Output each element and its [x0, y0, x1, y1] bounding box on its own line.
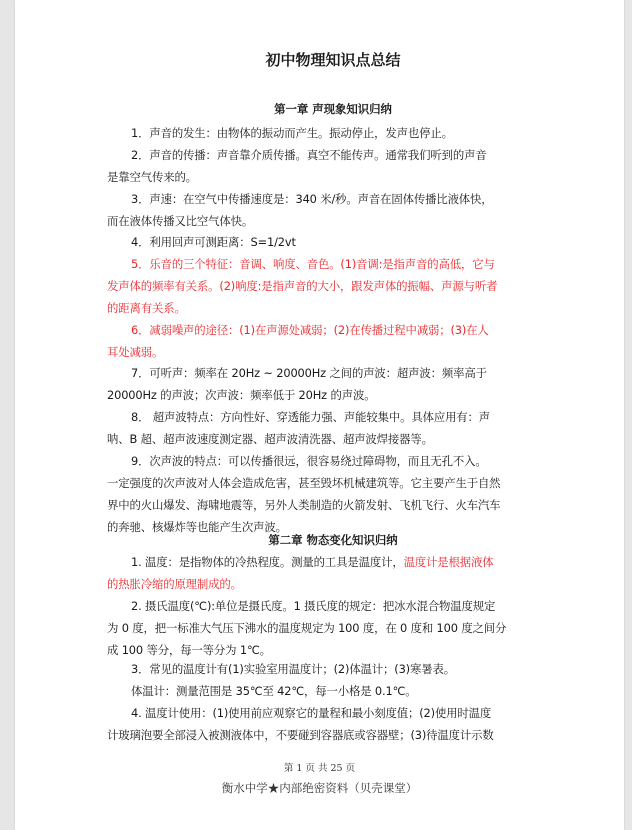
ch1-item-4 — [107, 232, 559, 254]
text-line: 7．可听声：频率在 20Hz ~ 20000Hz 之间的声波：超声波：频率高于 — [131, 366, 487, 380]
ch2-item-1 — [107, 552, 559, 596]
text-line: 一定强度的次声波对人体会造成危害，甚至毁坏机械建筑等。它主要产生于自然 — [107, 475, 501, 490]
ch2-thermometer-note — [107, 681, 559, 703]
text-line: 3．声速：在空气中传播速度是：340 米/秒。声音在固体传播比液体快， — [131, 192, 493, 206]
text-line: 4．利用回声可测距离：S=1/2vt — [131, 235, 296, 249]
ch1-item-9 — [107, 451, 559, 539]
text-line: 发声体的频率有关系。(2)响度:是指声音的大小，跟发声体的振幅、声源与听者 — [107, 278, 498, 293]
text-line: 为 0 度，把一标准大气压下沸水的温度规定为 100 度，在 0 度和 100 度之间分 — [107, 620, 507, 635]
text-line: 体温计：测量范围是 35℃至 42℃，每一小格是 0.1℃。 — [131, 684, 417, 698]
ch1-item-7 — [107, 363, 559, 407]
ch1-item-6-highlighted — [107, 320, 559, 364]
text-line: 的距离有关系。 — [107, 300, 186, 315]
text-line: 2．声音的传播：声音靠介质传播。真空不能传声。通常我们听到的声音 — [131, 148, 487, 162]
text-line: 4. 温度计使用：(1)使用前应观察它的量程和最小刻度值；(2)使用时温度 — [131, 706, 492, 720]
footer-source: 衡水中学★内部绝密资料（贝壳课堂） — [221, 781, 418, 795]
text-line: 而在液体传播又比空气体快。 — [107, 213, 254, 228]
text-line: 计玻璃泡要全部浸入被测液体中，不要碰到容器底或容器壁；(3)待温度计示数 — [107, 727, 494, 742]
ch2-item-4 — [107, 703, 559, 747]
text-line: 20000Hz 的声波；次声波：频率低于 20Hz 的声波。 — [107, 387, 376, 402]
ch2-item-3 — [107, 659, 559, 681]
ch1-item-2 — [107, 145, 559, 189]
text-line: 的奔驰、核爆炸等也能产生次声波。 — [107, 519, 287, 534]
text-line: 8． 超声波特点：方向性好、穿透能力强、声能较集中。具体应用有：声 — [131, 410, 491, 424]
ch1-item-5-highlighted — [107, 254, 559, 320]
chapter-2-heading: 第二章 物态变化知识归纳 — [268, 533, 398, 547]
text-line: 2. 摄氏温度(℃):单位是摄氏度。1 摄氏度的规定：把冰水混合物温度规定 — [131, 599, 496, 613]
text-line — [107, 552, 559, 574]
page-number: 第 1 页 共 25 页 — [283, 763, 356, 774]
text-line: 成 100 等分，每一等分为 1℃。 — [107, 642, 271, 657]
text-segment: 1. 温度：是指物体的冷热程度。测量的工具是温度计， — [131, 555, 404, 569]
ch1-item-3 — [107, 189, 559, 233]
text-line: 6．减弱噪声的途径：(1)在声源处减弱；(2)在传播过程中减弱；(3)在人 — [131, 323, 489, 337]
document-page — [15, 0, 624, 830]
text-line: 是靠空气传来的。 — [107, 169, 197, 184]
ch1-item-8 — [107, 407, 559, 451]
ch2-item-2 — [107, 596, 559, 662]
chapter-1-heading: 第一章 声现象知识归纳 — [274, 102, 392, 116]
text-line: 1．声音的发生：由物体的振动而产生。振动停止，发声也停止。 — [131, 126, 453, 140]
document-title: 初中物理知识点总结 — [265, 51, 401, 69]
text-line: 耳处减弱。 — [107, 344, 164, 359]
text-line: 呐、B 超、超声波速度测定器、超声波清洗器、超声波焊接器等。 — [107, 431, 433, 446]
text-line: 9．次声波的特点：可以传播很远，很容易绕过障碍物，而且无孔不入。 — [131, 454, 487, 468]
text-line: 3．常见的温度计有(1)实验室用温度计；(2)体温计；(3)寒暑表。 — [131, 662, 455, 676]
text-line: 界中的火山爆发、海啸地震等，另外人类制造的火箭发射、飞机飞行、火车汽车 — [107, 497, 501, 512]
highlighted-text-line: 的热胀冷缩的原理制成的。 — [107, 576, 242, 591]
highlighted-text-segment: 温度计是根据液体 — [403, 555, 494, 569]
ch1-item-1 — [107, 123, 559, 145]
text-line: 5．乐音的三个特征：音调、响度、音色。(1)音调:是指声音的高低，它与 — [131, 257, 495, 271]
